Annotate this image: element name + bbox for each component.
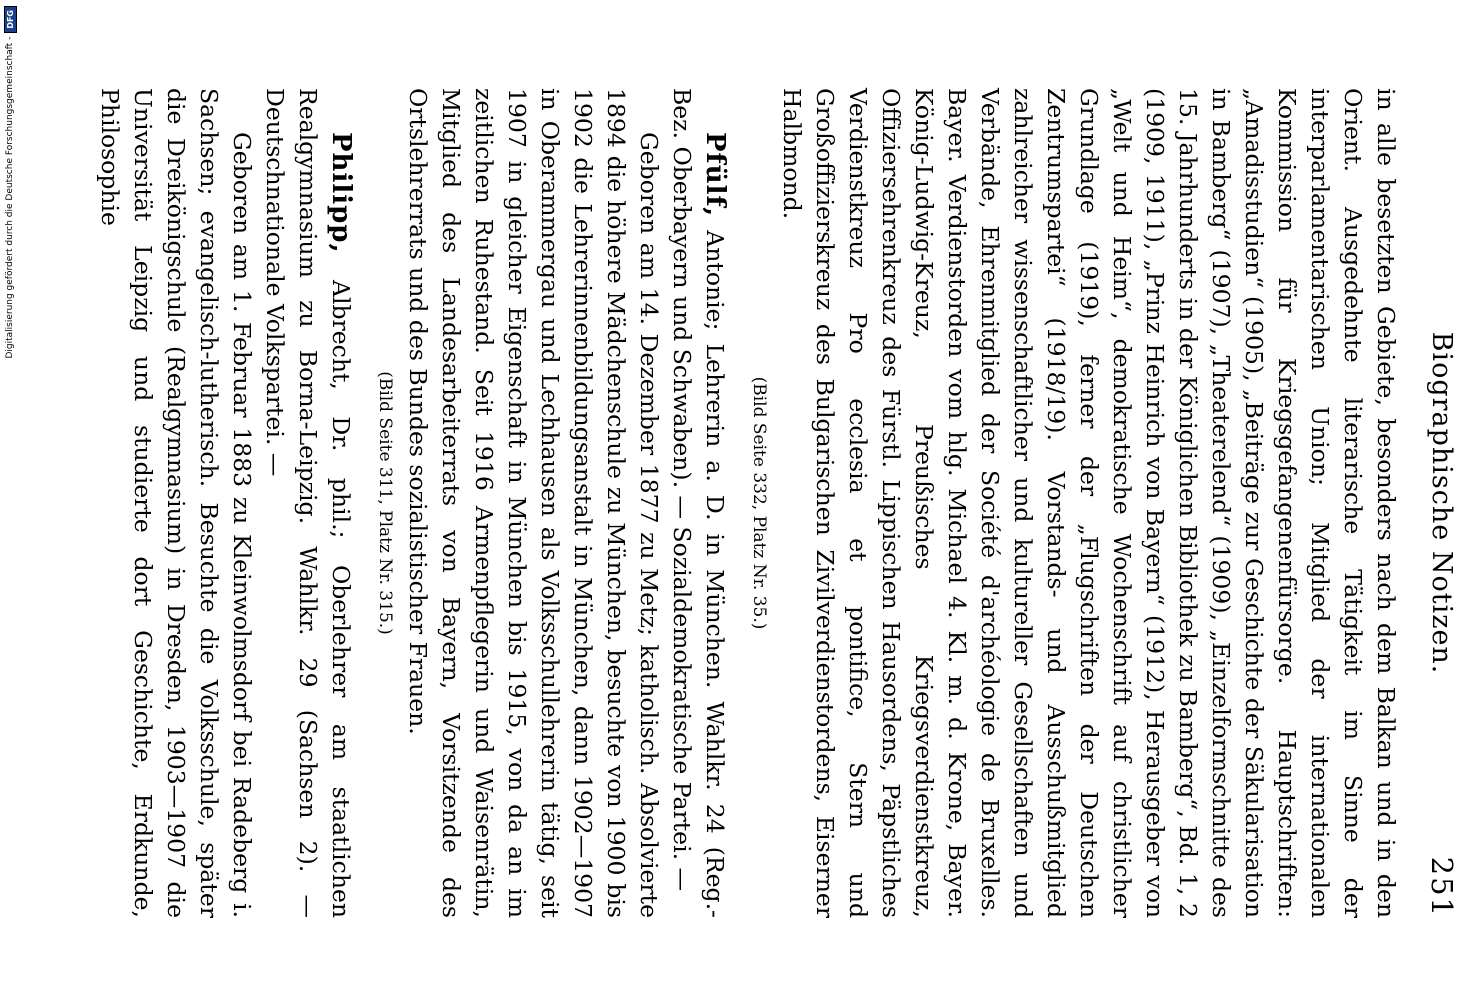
digitization-credit-text: Digitalisierung gefördert durch die Deutsche Forschungsgemeinschaft -: [5, 36, 15, 359]
entry-name: Pfülf,: [700, 132, 730, 218]
continuation-paragraph: in alle besetzten Gebiete, besonders nach dem Balkan und in den Orient. Ausgedehnte literarische Tätigkeit im Sinne der interparlamentarischen Union; Mitglied der internationalen Kommission für Kriegsgefangenenfürsorge. Hauptschriften: „Amadisstudien“ (1905), „Beiträge zur Geschichte der Säkularisation in Bamberg“ (1907), „Theaterelend“ (1909), „Einzelformschnitte des 15. Jahrhunderts in der Königlichen Bibliothek zu Bamberg“, Bd. 1, 2 (1909, 1911), „Prinz Heinrich von Bayern“ (1912), Herausgeber von „Welt und Heim“, demokratische Wochenschrift auf christlicher Grundlage (1919), ferner der „Flugschriften der Deutschen Zentrumspartei“ (1918/19). Vorstands- und Ausschußmitglied zahlreicher wissenschaftlicher und kultureller Gesellschaften und Verbände, Ehrenmitglied der Société d'archéologie de Bruxelles. Bayer. Verdienstorden vom hlg. Michael 4. Kl. m. d. Krone, Bayer. König-Ludwig-Kreuz, Preußisches Kriegsverdienstkreuz, Offiziersehrenkreuz des Fürstl. Lippischen Hausordens, Päpstliches Verdienstkreuz Pro ecclesia et pontifice, Stern und Großoffizierskreuz des Bulgarischen Zivilverdienstordens, Eiserner Halbmond.: [778, 88, 1400, 918]
biography-entry: [371, 88, 731, 918]
running-title: Biographische Notizen.: [1426, 331, 1457, 675]
entry-heading-line: [665, 88, 731, 918]
page-number: 251: [1425, 856, 1459, 918]
entry-name: Philipp,: [326, 132, 356, 254]
biography-entry: [93, 88, 357, 918]
image-reference-caption: (Bild Seite 311, Platz Nr. 315.): [375, 371, 395, 635]
entry-body: Geboren am 1. Februar 1883 zu Kleinwolmsdorf bei Radeberg i. Sachsen; evangelisch-lutherisch. Besuchte die Volksschule, später die Dreikönigschule (Realgymnasium) in Dresden, 1903—1907 die Universität Leipzig und studierte dort Geschichte, Erdkunde, Philosophie: [96, 88, 256, 918]
page-header: [1408, 88, 1460, 918]
digitization-credit-strip: [0, 0, 20, 1000]
entry-body: Geboren am 14. Dezember 1877 zu Metz; katholisch. Absolvierte 1894 die höhere Mädchenschule zu München, besuchte von 1900 bis 1902 die Lehrerinnenbildungsanstalt in München, dann 1902—1907 in Oberammergau und Lechhausen als Volksschullehrerin tätig, seit 1907 in gleicher Eigenschaft in München bis 1915, von da an im zeitlichen Ruhestand. Seit 1916 Armenpflegerin und Waisenrätin, Mitglied des Landesarbeiterrats von Bayern, Vorsitzende des Ortslehrerrats und des Bundes sozialistischer Frauen.: [404, 88, 663, 918]
entry-heading-line: [258, 88, 357, 918]
image-reference-caption: (Bild Seite 332, Platz Nr. 35.): [749, 376, 769, 630]
scanned-page: [90, 88, 1460, 918]
entry-description: Antonie; Lehrerin a. D. in München. Wahlkr. 24 (Reg.-Bez. Oberbayern und Schwaben). — Sozialdemokratische Partei. —: [668, 88, 729, 918]
dfg-logo: DFG: [4, 6, 17, 33]
entry-description: Albrecht, Dr. phil.; Oberlehrer am staatlichen Realgymnasium zu Borna-Leipzig. Wahlkr. 29 (Sachsen 2). — Deutschnationale Volkspartei. —: [261, 88, 355, 918]
